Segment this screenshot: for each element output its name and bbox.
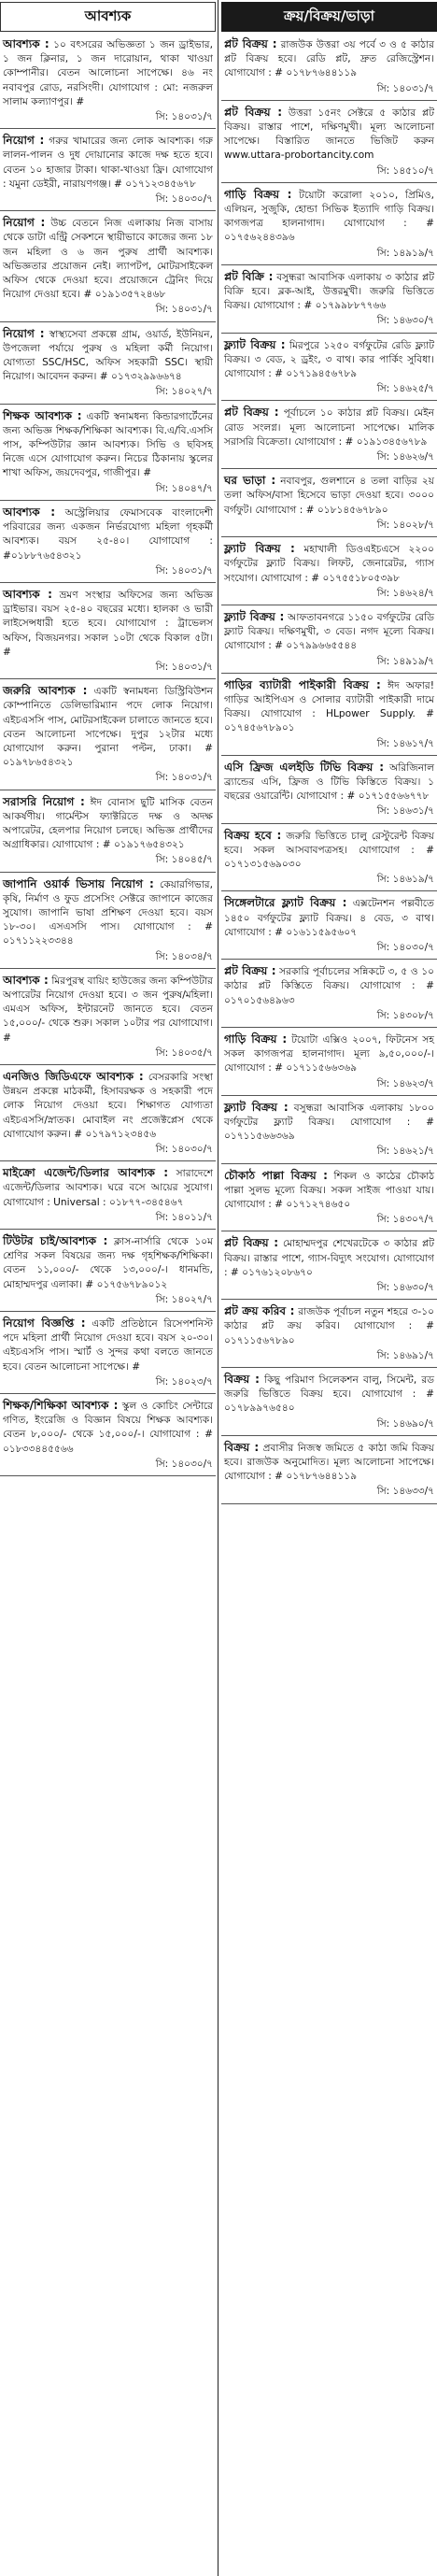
ad-body: ঈদ অফার! গাড়ির আইপিএস ও সোলার ব্যাটারী পাইকারী দামে বিক্রয়। যোগাযোগ : HLpower Supply. # ০১৭৪৫৬৭৮৯০১ bbox=[224, 679, 434, 734]
classified-ad bbox=[0, 216, 216, 317]
ad-body: ভ্রমণ সংস্থার অফিসের জন্য অভিজ্ঞ ড্রাইভার। বয়স ২৫-৪০ বছরের মধ্যে। হালকা ও ভারী লাইসেন্সধারী হতে হবে। যোগাযোগ : ট্রাভেলস অফিস, বিজয়নগর। সকাল ১০টা থেকে বিকাল ৫টা। # bbox=[3, 589, 213, 658]
ad-separator bbox=[221, 823, 437, 824]
ad-body: বেসরকারি সংস্থা উন্নয়ন প্রকল্পে মাঠকর্মী, হিসাবরক্ষক ও সহকারী পদে লোক নিয়োগ দেওয়া হবে। শিক্ষাগত যোগ্যতা এইচএসসি/স্নাতক। মোবাইল নং প্রজেক্টপ্লেস থেকে যোগাযোগ করুন। # ০১৭৯৭১২৩৪৫৬ bbox=[3, 1072, 214, 1140]
ad-body: মোহাম্মদপুর শেখেরটেকে ৩ কাঠার প্লট বিক্রয়। রাস্তার পাশে, গ্যাস-বিদ্যুৎ সংযোগ। যোগাযোগ : # ০১৭৬১২০৮৬৭০ bbox=[224, 1238, 434, 1278]
ad-keyword: ফ্ল্যাট বিক্রয় : bbox=[224, 609, 285, 623]
ad-body: সরকারি পূর্বাচলের সন্নিকটে ৩, ৫ ও ১০ কাঠার প্লট কিস্তিতে বিক্রয়। যোগাযোগ : # ০১৭০১৫৬৪৯৬৩ bbox=[224, 966, 434, 1006]
ad-body: উচ্চ বেতনে নিজ এলাকায় নিজ বাসায় থেকে ডাটা এন্ট্রি সেকশনে স্থায়ীভাবে কাজের জন্য ১৮ জন মহিলা ও ৬ জন পুরুষ প্রার্থী আবশ্যক। অভিজ্ঞতার প্রয়োজন নেই। ল্যাপটপ, মোটরসাইকেল অফিস থেকে দেওয়া হবে। প্রয়োজনে ট্রেনিং দিয়ে নিয়োগ দেওয়া হবে। # ০১৯১৩৫৭২৪৬৮ bbox=[3, 218, 213, 301]
ad-keyword: নিয়োগ : bbox=[3, 326, 45, 340]
ad-separator bbox=[0, 1229, 216, 1230]
ad-separator bbox=[0, 1311, 216, 1312]
ad-separator bbox=[0, 210, 216, 211]
classified-ad bbox=[221, 270, 437, 329]
classified-ad bbox=[221, 964, 437, 1023]
ad-separator bbox=[221, 1299, 437, 1300]
ad-separator bbox=[0, 404, 216, 405]
ad-reference: সি: ১৪৬৩১/৭ bbox=[376, 805, 434, 818]
classified-ad bbox=[0, 877, 216, 964]
ad-separator bbox=[221, 182, 437, 183]
ad-reference: সি: ১৪০৩০/৭ bbox=[155, 193, 213, 206]
ad-keyword: গাড়ির ব্যাটারী পাইকারী বিক্রয় : bbox=[224, 677, 381, 691]
ad-separator bbox=[221, 890, 437, 891]
classified-ad bbox=[221, 474, 437, 533]
ad-separator bbox=[221, 264, 437, 265]
ad-separator bbox=[221, 1367, 437, 1368]
left-column bbox=[0, 0, 216, 2576]
ad-keyword: এনজিও জিডিএফে আবশ্যক : bbox=[3, 1070, 144, 1083]
classified-ad bbox=[0, 409, 216, 496]
ad-separator bbox=[221, 100, 437, 101]
ad-separator bbox=[221, 1163, 437, 1164]
ad-keyword: গাড়ি বিক্রয় : bbox=[224, 1032, 288, 1046]
ad-reference: সি: ১৪০৩০/৭ bbox=[376, 941, 434, 953]
ad-keyword: প্লট বিক্রি : bbox=[224, 269, 274, 283]
ad-reference: সি: ১৪৬১৭/৭ bbox=[376, 737, 434, 749]
ad-body: আফতাবনগরে ১১৫০ বর্গফুটের রেডি ফ্ল্যাট বিক্রয়। দক্ষিণমুখী, ৩ বেড। নগদ মূল্যে বিক্রয়। যোগাযোগ : # ০১৭৯৯৬৬৫৫৪৪ bbox=[224, 611, 434, 652]
ad-reference: সি: ১৪০১১/৭ bbox=[155, 1211, 213, 1223]
ad-separator bbox=[0, 1475, 216, 1476]
classified-ad bbox=[221, 542, 437, 601]
ad-keyword: নিয়োগ : bbox=[3, 216, 46, 230]
ad-reference: সি: ১৪৯১৯/৭ bbox=[376, 655, 434, 667]
ad-body: মহাখালী ডিওএইচএসে ২২০০ বর্গফুটের ফ্ল্যাট বিক্রয়। লিফট, জেনারেটর, গ্যাস সংযোগ। যোগাযোগ : # ০১৭৫৫১৮০৫৩৯৮ bbox=[224, 544, 434, 584]
ad-keyword: আবশ্যক : bbox=[3, 973, 49, 987]
ad-keyword: সিঙ্গেলটারে ফ্ল্যাট বিক্রয় : bbox=[224, 896, 347, 910]
classified-ad bbox=[0, 795, 216, 868]
classified-ad bbox=[221, 37, 437, 96]
ad-separator bbox=[0, 1064, 216, 1065]
ad-body: টয়োটা করোলা ২০১০, প্রিমিও, এলিয়ন, সুজুকি, হোন্ডা সিভিক ইত্যাদি গাড়ি বিক্রয়। কাগজপত্র হালনাগাদ। যোগাযোগ : # ০১৭৫৬২৪৪৩৯৬ bbox=[224, 189, 434, 244]
ad-body: এক্সটেনশন পল্লবীতে ১৪৫০ বর্গফুটের ফ্ল্যাট বিক্রয়। ৪ বেড, ৩ বাথ। যোগাযোগ : # ০১৬১১৫৯৫৬০৭ bbox=[224, 898, 435, 938]
classified-ad bbox=[0, 1166, 216, 1225]
ad-keyword: গাড়ি বিক্রয় : bbox=[224, 187, 292, 201]
classified-ad bbox=[221, 1032, 437, 1091]
right-ads-list bbox=[221, 37, 437, 1504]
ad-separator bbox=[221, 959, 437, 960]
ad-reference: সি: ১৪০৩১/৭ bbox=[155, 564, 213, 576]
ad-keyword: বিক্রয় : bbox=[224, 1373, 260, 1387]
classified-ad bbox=[0, 327, 216, 400]
ad-body: পূর্বাচলে ১০ কাঠার প্লট বিক্রয়। মেইন রোড সংলগ্ন। মূল্য আলোচনা সাপেক্ষে। মালিক সরাসরি বিক্রেতা। যোগাযোগ : # ০১৯১৩৪৫৬৭৮৯ bbox=[224, 407, 434, 448]
ad-reference: সি: ১৪৬৩০/৭ bbox=[376, 315, 434, 327]
ad-keyword: প্লট বিক্রয় : bbox=[224, 105, 283, 119]
ad-keyword: শিক্ষক আবশ্যক : bbox=[3, 408, 82, 422]
ad-reference: সি: ১৪০৩৫/৭ bbox=[155, 1046, 213, 1059]
classified-ad bbox=[0, 588, 216, 675]
ad-reference: সি: ১৪৯১৯/৭ bbox=[376, 247, 434, 259]
classified-ad bbox=[0, 684, 216, 785]
ad-body: ক্লাস-নার্সারি থেকে ১০ম শ্রেণির সকল বিষয়ের জন্য দক্ষ গৃহশিক্ষক/শিক্ষিকা। বেতন ১১,০০০/- থেকে ১৩,০০০/-। ধানমন্ডি, মোহাম্মদপুর এলাকা। # ০১৭৫৬৭৮৯০১২ bbox=[3, 1236, 213, 1290]
ad-separator bbox=[221, 1503, 437, 1504]
ad-body: বসুন্ধরা আবাসিক এলাকায় ৩ কাঠার প্লট বিক্রি হবে। ব্লক-আই, উত্তরমুখী। জরুরি ভিত্তিতে বিক্রয়। যোগাযোগ : # ০১৭৯৯৮৮৭৭৬৬ bbox=[224, 271, 434, 312]
ad-reference: সি: ১৪৬৯১/৭ bbox=[376, 1349, 434, 1361]
classified-ad bbox=[221, 1304, 437, 1363]
ad-reference: সি: ১৪০৩১/৭ bbox=[155, 772, 213, 784]
ad-reference: সি: ১৪৬২৬/৭ bbox=[376, 451, 434, 463]
classified-ad bbox=[221, 1101, 437, 1160]
ad-reference: সি: ১৪৬২৩/৭ bbox=[376, 1077, 434, 1089]
ad-reference: সি: ১৪০২৮/৭ bbox=[376, 519, 434, 531]
ad-reference: সি: ১৪০৪৫/৭ bbox=[155, 854, 213, 866]
ad-keyword: প্লট বিক্রয় : bbox=[224, 37, 277, 50]
ad-keyword: প্লট বিক্রয় : bbox=[224, 406, 279, 420]
ad-keyword: প্লট বিক্রয় : bbox=[224, 964, 276, 978]
ad-separator bbox=[0, 1160, 216, 1161]
ad-keyword: শিক্ষক/শিক্ষিকা আবশ্যক : bbox=[3, 1399, 119, 1413]
ad-keyword: ফ্ল্যাট বিক্রয় : bbox=[224, 337, 286, 351]
ad-keyword: আবশ্যক : bbox=[3, 505, 56, 519]
classified-ad bbox=[221, 338, 437, 397]
ad-body: ঈদ বোনাস ছুটি মাসিক বেতন আকর্ষণীয়। গার্মেন্টস ফ্যাক্টরিতে দক্ষ ও অদক্ষ অপারেটর, হেলপার নিয়োগ চলছে। অভিজ্ঞ প্রার্থীদের অগ্রাধিকার। যোগাযোগ : # ০১৯১৭৬৫৪৩২১ bbox=[3, 796, 213, 851]
ad-reference: সি: ১৪০২৭/৭ bbox=[155, 386, 213, 398]
ad-reference: সি: ১৪০৩০/৭ bbox=[155, 1458, 213, 1470]
classified-ad bbox=[221, 678, 437, 751]
ad-keyword: ফ্ল্যাট বিক্রয় : bbox=[224, 542, 295, 556]
ad-separator bbox=[221, 755, 437, 756]
ad-body: নবাবপুর, গুলশানে ৪ তলা বাড়ির ২য় তলা অফিস/বাসা হিসেবে ভাড়া দেওয়া হবে। ৩০০০ বর্গফুট। যোগাযোগ : # ০১৮১৪৫৬৭৮৯০ bbox=[224, 476, 434, 516]
ad-separator bbox=[0, 321, 216, 322]
ad-reference: সি: ১৪৩০৮/৭ bbox=[376, 1009, 434, 1021]
ad-body: প্রবাসীর নিজস্ব জমিতে ৫ কাঠা জমি বিক্রয় হবে। রাজউক অনুমোদিত। মূল্য আলোচনা সাপেক্ষে। যোগাযোগ : # ০১৭৮৭৬৪৪১১৯ bbox=[224, 1442, 434, 1483]
ad-separator bbox=[221, 536, 437, 537]
ad-reference: সি: ১৪০২৭/৭ bbox=[155, 1293, 213, 1305]
ad-separator bbox=[0, 500, 216, 501]
left-column-header: আবশ্যক bbox=[0, 2, 216, 32]
ad-keyword: আবশ্যক : bbox=[3, 37, 49, 50]
ad-body: গরুর খামারের জন্য লোক আবশ্যক। গরু লালন-পালন ও দুধ দোয়ানোর কাজে দক্ষ হতে হবে। বেতন ১০ হাজার টাকা। থাকা-খাওয়া ফ্রি। যোগাযোগ : যমুনা ডেইরী, নারায়ণগঞ্জ। # ০১৭১২৩৪৫৬৭৮ bbox=[3, 135, 213, 190]
ad-keyword: চৌকাঠ পাল্লা বিক্রয় : bbox=[224, 1168, 328, 1182]
ad-reference: সি: ১৪০৩১/৭ bbox=[155, 304, 213, 316]
ad-separator bbox=[0, 872, 216, 873]
ad-reference: সি: ১৪৬৩০/৭ bbox=[376, 1282, 434, 1294]
ad-keyword: এসি ফ্রিজ এলইডি টিভি বিক্রয় : bbox=[224, 760, 385, 774]
ad-keyword: প্লট ক্রয় করিব : bbox=[224, 1304, 295, 1318]
classified-ad bbox=[0, 37, 216, 124]
ad-reference: সি: ১৪৬২৫/৭ bbox=[376, 383, 434, 395]
ad-body: ১০ বৎসরের অভিজ্ঞতা ১ জন ড্রাইভার, ১ জন ক্লিনার, ১ জন দারোয়ান, থাকা খাওয়া কোম্পানীর। বেতন আলোচনা সাপেক্ষে। ৪৬ নং নবাবপুর রোড, নরসিংদী। যোগাযোগ : মো: নজরুল সালাম কল্যাণপুর। # bbox=[3, 39, 213, 107]
ad-body: কেয়ারগিভার, কৃষি, নির্মাণ ও ফুড প্রসেসিং সেক্টরে জাপানে কাজের সুযোগ। জাপানি ভাষা প্রশিক্ষণ দেওয়া হবে। বয়স ১৮-৩০। এসএসসি পাস। যোগাযোগ : # ০১৭১১২২৩৩৪৪ bbox=[3, 878, 213, 947]
ad-body: অস্ট্রেলিয়ার ফেমাসবেক বাংলাদেশী পরিবারের জন্য একজন নির্ভরযোগ্য মহিলা গৃহকর্মী আবশ্যক। বয়স ২৫-৪০। যোগাযোগ : #০১৮৮৭৬৫৪৩২১ bbox=[3, 506, 213, 562]
ad-separator bbox=[0, 1393, 216, 1394]
classified-ad bbox=[0, 505, 216, 578]
ad-body: একটি স্বনামধন্য কিন্ডারগার্টেনের জন্য অভিজ্ঞ শিক্ষক/শিক্ষিকা আবশ্যক। বি.এ/বি.এসসি পাস, কম্পিউটার জ্ঞান আবশ্যক। সিভি ও ছবিসহ নিজে এসে যোগাযোগ করুন। নিচের ঠিকানায় স্কুলের শাখা অফিস, জয়দেবপুর, গাজীপুর। # bbox=[3, 410, 213, 479]
ad-separator bbox=[221, 468, 437, 469]
ad-keyword: জাপানি ওয়ার্ক ভিসায় নিয়োগ : bbox=[3, 876, 154, 890]
classified-ad bbox=[221, 761, 437, 819]
ad-keyword: বিক্রয় হবে : bbox=[224, 828, 282, 842]
ad-body: অরিজিনাল ব্র্যান্ডের এসি, ফ্রিজ ও টিভি কিস্তিতে বিক্রয়। ১ বছরের ওয়ারেন্টি। যোগাযোগ : # ০১৭১৫৫৬৬৭৭৮ bbox=[224, 761, 434, 803]
ad-keyword: প্লট বিক্রয় : bbox=[224, 1236, 279, 1250]
ad-body: কিছু পরিমাণ সিলেকশন বালু, সিমেন্ট, রড জরুরি ভিত্তিতে বিক্রয় হবে। যোগাযোগ : # ০১৭৮৯৯৭৬৫৪০ bbox=[224, 1374, 434, 1415]
ad-reference: সি: ১৪০৩৪/৭ bbox=[155, 950, 213, 962]
ad-keyword: মাইক্রো এজেন্ট/ডিলার আবশ্যক : bbox=[3, 1166, 169, 1180]
ad-body: স্কুল ও কোচিং সেন্টারে গণিত, ইংরেজি ও বিজ্ঞান বিষয়ে শিক্ষক আবশ্যক। বেতন ৮,০০০/- থেকে ১৫,০০০/-। যোগাযোগ : # ০১৮৩৩৪৪৫৫৬৬ bbox=[3, 1401, 213, 1455]
ad-reference: সি: ১৪০৩১/৭ bbox=[155, 111, 213, 123]
ad-body: রাজউক পূর্বাচল নতুন শহরে ৩-১০ কাঠার প্লট ক্রয় করিব। যোগাযোগ : # ০১৭১১৫৬৭৮৯০ bbox=[224, 1306, 435, 1346]
right-column-header: ক্রয়/বিক্রয়/ভাড়া bbox=[221, 2, 437, 32]
ad-keyword: ফ্ল্যাট বিক্রয় : bbox=[224, 1100, 289, 1114]
ad-separator bbox=[0, 968, 216, 969]
ad-body: স্বাস্থ্যসেবা প্রকল্পে গ্রাম, ওয়ার্ড, ইউনিয়ন, উপজেলা পর্যায়ে পুরুষ ও মহিলা কর্মী নিয়োগ। যোগ্যতা SSC/HSC, অফিস সহকারী SSC। স্থায়ী নিয়োগ। আবেদন করুন। # ০১৭৩২৯৯৬৬৭৪ bbox=[3, 328, 213, 383]
classified-ad bbox=[0, 974, 216, 1060]
right-column bbox=[221, 0, 437, 2576]
ad-separator bbox=[221, 1027, 437, 1028]
ad-reference: সি: ১৪৬২৪/৭ bbox=[376, 587, 434, 599]
classified-ad bbox=[221, 1236, 437, 1295]
ad-separator bbox=[0, 678, 216, 679]
ad-reference: সি: ১৪০৩০/৭ bbox=[155, 1144, 213, 1156]
ad-body: টয়োটা এক্সিও ২০০৭, ফিটনেস সহ সকল কাগজপত্র হালনাগাদ। মূল্য ৯,৫০,০০০/-। যোগাযোগ : # ০১৭১১৫৬৬৩৬৯ bbox=[224, 1033, 434, 1075]
ad-reference: সি: ১৪৬৯০/৭ bbox=[376, 1417, 434, 1430]
classified-ad bbox=[221, 829, 437, 888]
classified-ad bbox=[0, 1070, 216, 1157]
ad-body: রাজউক উত্তরা ৩য় পর্বে ৩ ও ৫ কাঠার প্লট বিক্রয় হবে। রেডি প্লট, দ্রুত রেজিস্ট্রেশন। যোগাযোগ : # ০১৭৮৭৬৪৪১১৯ bbox=[224, 39, 434, 79]
ad-keyword: ঘর ভাড়া : bbox=[224, 474, 276, 488]
ad-body: উত্তরা ১৫নং সেক্টরে ৫ কাঠার প্লট বিক্রয়। রাস্তার পাশে, দক্ষিণমুখী। মূল্য আলোচনা সাপেক্ষে। বিস্তারিত জানতে ভিজিট করুন www.uttara-probortancity.com bbox=[224, 107, 434, 162]
left-ads-list bbox=[0, 37, 216, 1476]
ad-body: একটি প্রতিষ্ঠানে রিসেপশনিস্ট পদে মহিলা প্রার্থী নিয়োগ দেওয়া হবে। বয়স ২০-৩০। এইচএসসি পাস। স্মার্ট ও সুন্দর কথা বলতে জানতে হবে। বেতন আলোচনা সাপেক্ষে। # bbox=[3, 1318, 213, 1373]
ad-reference: সি: ১৪০৩১/৭ bbox=[155, 661, 213, 673]
ad-body: মিরপুরে ১২৫০ বর্গফুটের রেডি ফ্ল্যাট বিক্রয়। ৩ বেড, ২ ড্রইং, ৩ বাথ। কার পার্কিং সুবিধা। যোগাযোগ : # ০১৭১৯৪৫৬৭৮৯ bbox=[224, 339, 434, 380]
classified-ad bbox=[221, 406, 437, 464]
ad-keyword: বিক্রয় : bbox=[224, 1440, 260, 1454]
classified-ad bbox=[0, 134, 216, 206]
ad-reference: সি: ১৪০৩১/৭ bbox=[376, 82, 434, 94]
ad-body: বসুন্ধরা আবাসিক এলাকায় ১৮০০ বর্গফুটের ফ্ল্যাট বিক্রয়। যোগাযোগ : # ০১৭১১৫৬৬৩৬৯ bbox=[224, 1102, 435, 1143]
ad-separator bbox=[221, 1435, 437, 1436]
ad-separator bbox=[221, 1095, 437, 1096]
ad-reference: সি: ১৪৩০৭/৭ bbox=[376, 1214, 434, 1226]
ad-body: মিরপুরস্থ বায়িং হাউজের জন্য কম্পিউটার অপারেটর নিয়োগ দেওয়া হবে। ৩ জন পুরুষ/মহিলা। এমএস অফিস, ইন্টারনেট জানতে হবে। বেতন ১৫,০০০/- থেকে শুরু। সকাল ১০টার পর যোগাযোগ। # bbox=[3, 975, 213, 1044]
ad-keyword: নিয়োগ : bbox=[3, 134, 45, 148]
classified-ad bbox=[0, 1399, 216, 1472]
ad-keyword: জরুরি আবশ্যক : bbox=[3, 684, 88, 698]
ad-reference: সি: ১৪৬২১/৭ bbox=[376, 1146, 434, 1158]
classified-ad bbox=[221, 106, 437, 178]
classified-ad bbox=[221, 610, 437, 669]
ad-keyword: নিয়োগ বিজ্ঞপ্তি : bbox=[3, 1316, 86, 1331]
classified-ad bbox=[0, 1234, 216, 1307]
ad-body: সারাদেশে এজেন্ট/ডিলার আবশ্যক। ঘরে বসে আয়ের সুযোগ। যোগাযোগ : Universal : ০১৮৭৭-৩৪৫৪৬৭ bbox=[3, 1168, 213, 1208]
ad-body: শিকল ও কাঠের চৌকাঠ পাল্লা সুলভ মূল্যে বিক্রয়। সকল সাইজ পাওয়া যায়। যোগাযোগ : # ০১৭১২৭৪৬৫০ bbox=[224, 1170, 434, 1211]
ad-separator bbox=[0, 582, 216, 583]
ad-reference: সি: ১৪০৪৭/৭ bbox=[155, 482, 213, 494]
ad-reference: সি: ১৪৬৩৩/৭ bbox=[376, 1486, 434, 1498]
classified-ad bbox=[221, 896, 437, 955]
classified-ad bbox=[221, 188, 437, 261]
ad-separator bbox=[221, 673, 437, 674]
ad-reference: সি: ১৪৬১৯/৭ bbox=[376, 874, 434, 886]
classified-ad bbox=[0, 1316, 216, 1389]
ad-separator bbox=[221, 400, 437, 401]
ad-keyword: আবশ্যক : bbox=[3, 587, 52, 601]
ad-separator bbox=[0, 128, 216, 129]
ad-body: জরুরি ভিত্তিতে চালু রেস্টুরেন্ট বিক্রয় হবে। সকল আসবাবপত্রসহ। যোগাযোগ : # ০১৭১৩১৫৬৯০৩০ bbox=[224, 830, 434, 870]
ad-reference: সি: ১৪০২৩/৭ bbox=[155, 1375, 213, 1388]
ad-keyword: টিউটর চাই/আবশ্যক : bbox=[3, 1234, 108, 1248]
ad-body: একটি স্বনামধন্য ডিস্ট্রিবিউশন কোম্পানিতে ডেলিভারিম্যান পদে লোক নিয়োগ। এইচএসসি পাস, মোটরসাইকেল চালাতে জানতে হবে। বেতন আলোচনা সাপেক্ষে। দুপুর ১২টার মধ্যে যোগাযোগ করুন। পুরানা পল্টন, ঢাকা। # ০১৯৭৮৬৫৪৩২১ bbox=[3, 686, 213, 769]
classified-ad bbox=[221, 1441, 437, 1500]
ad-separator bbox=[221, 333, 437, 334]
ad-keyword: সরাসরি নিয়োগ : bbox=[3, 794, 85, 808]
classified-ad bbox=[221, 1169, 437, 1228]
classified-ad bbox=[221, 1373, 437, 1431]
ad-reference: সি: ১৪৫১০/৭ bbox=[376, 164, 434, 177]
